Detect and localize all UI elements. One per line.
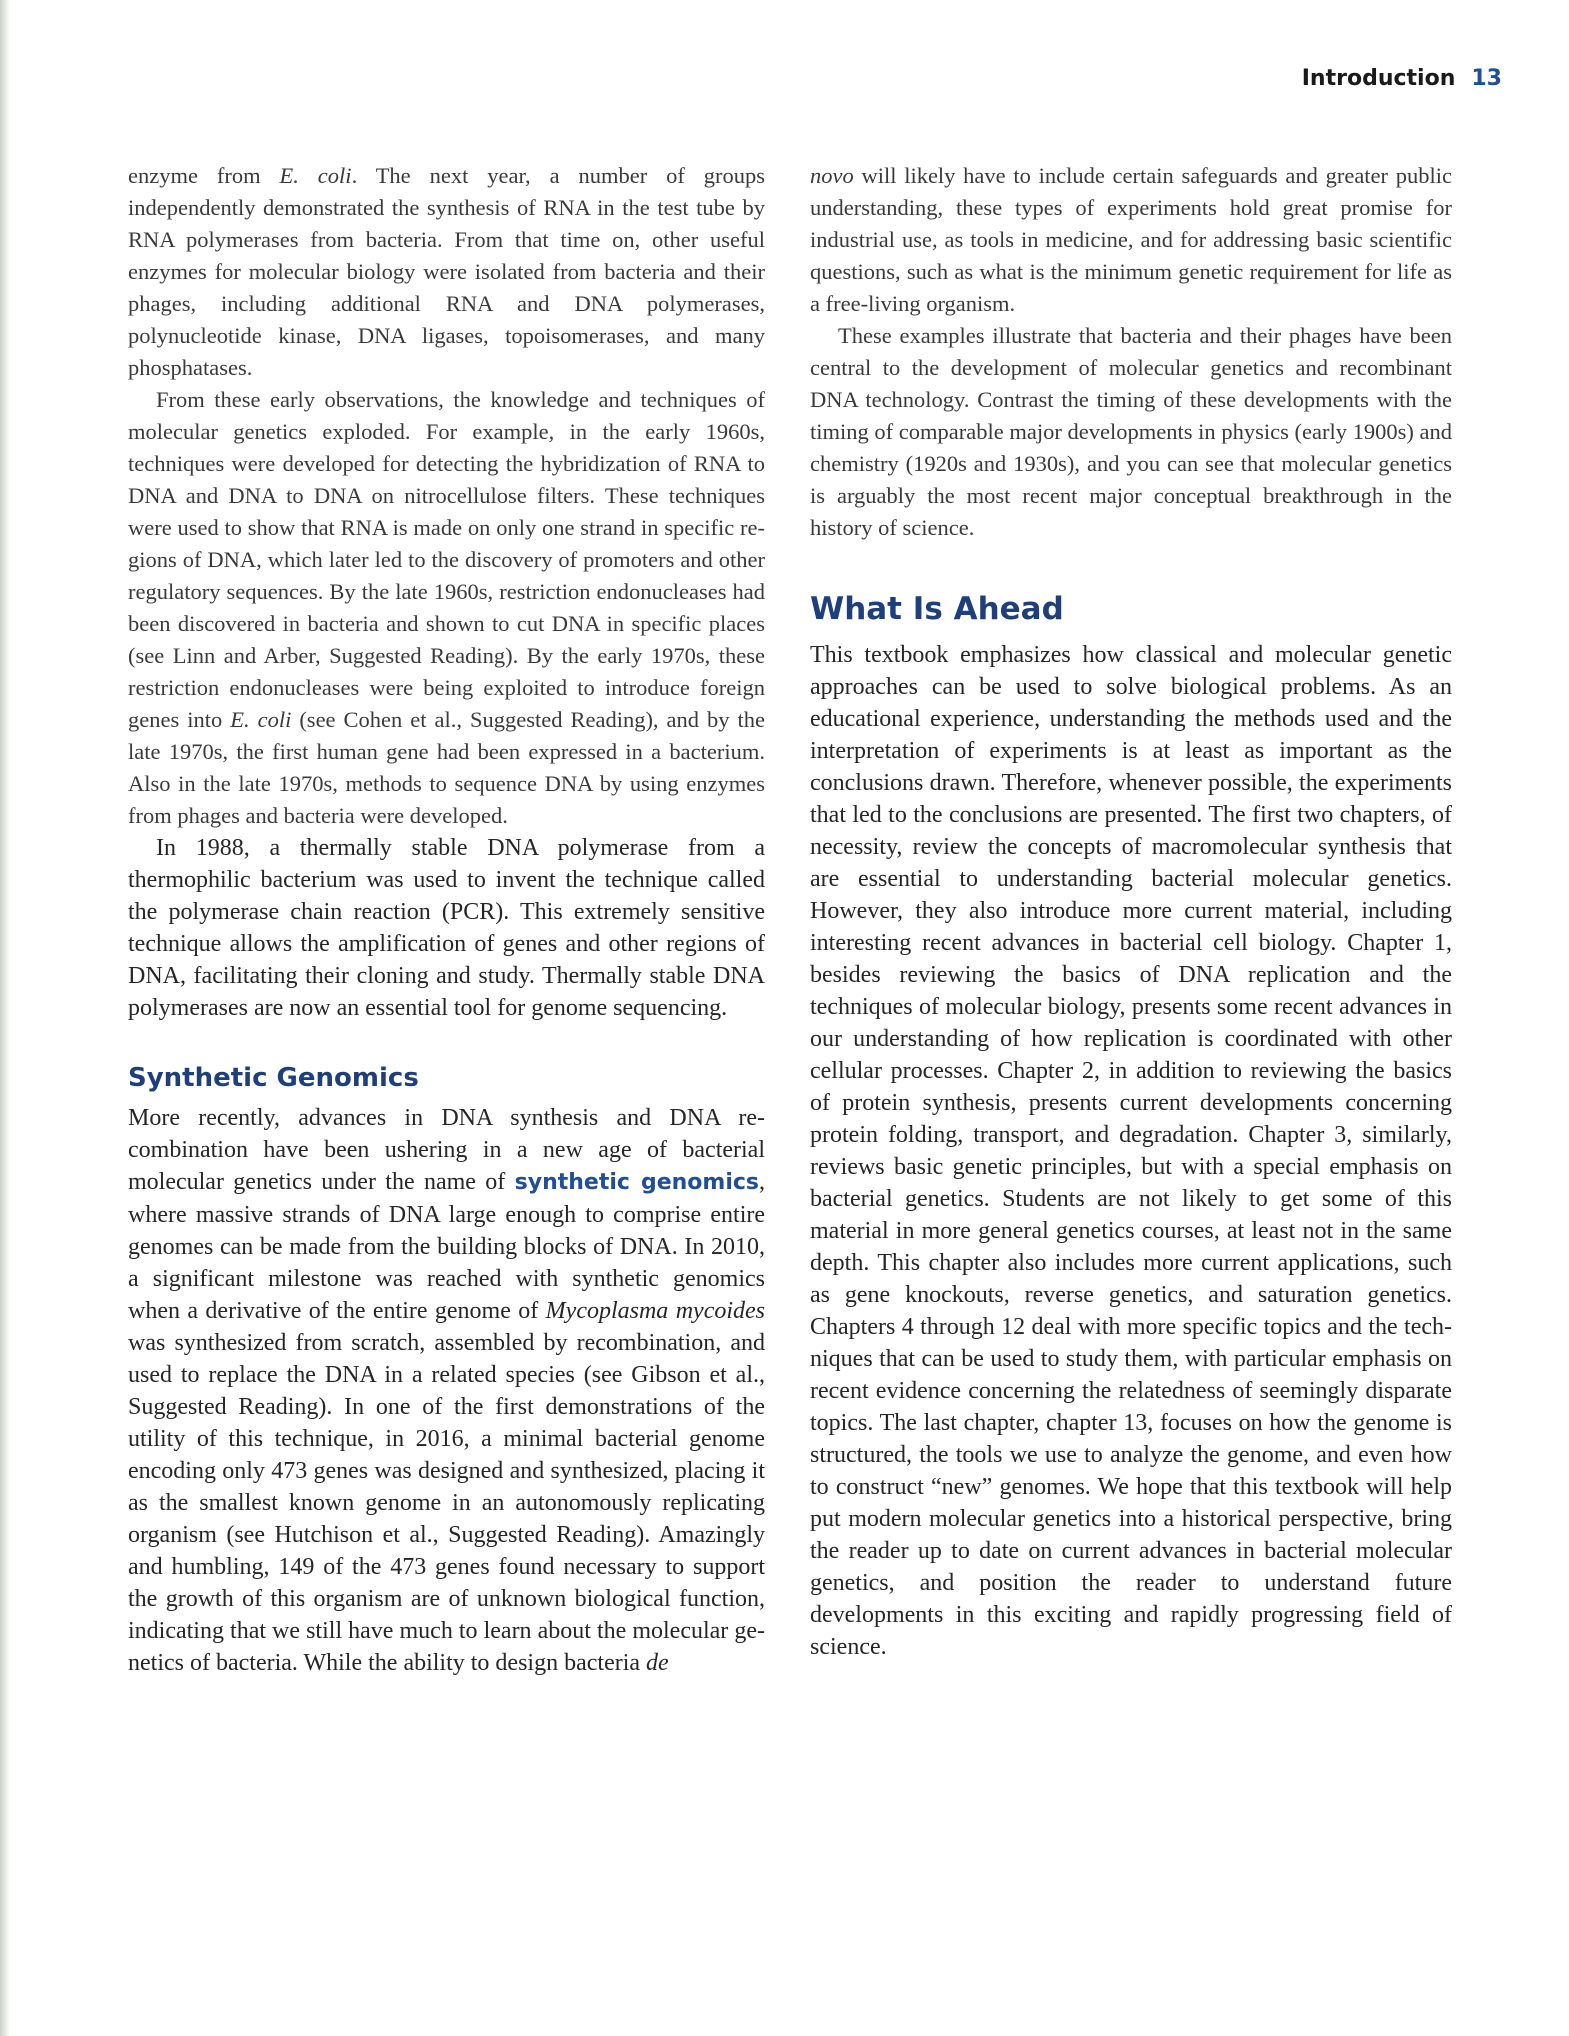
heading-what-is-ahead: What Is Ahead — [810, 591, 1064, 627]
heading-synthetic-genomics: Synthetic Genomics — [128, 1063, 419, 1093]
species-name: Mycoplasma mycoides — [545, 1298, 766, 1324]
text-run: More recently, advances in DNA synthesis and DNA recombination have been ushering in a new age of bacterial molecular genetics under the name of — [128, 1105, 765, 1195]
right-lower-block — [810, 589, 1452, 1663]
text-run: enzyme from — [128, 163, 280, 188]
text-run: (see Cohen et al., Suggested Reading), and by the late 1970s, the first human gene had been expressed in a bacterium. Also in the late 1970s, methods to sequence DNA by using enzymes from phages and bacteria were developed. — [128, 707, 766, 828]
italic-term: de — [646, 1650, 669, 1676]
left-lower-block — [128, 832, 765, 1679]
right-column — [810, 160, 1452, 1663]
text-run: will likely have to include certain safeguards and greater public understanding, these types of experiments hold great promise for industrial use, as tools in medicine, and for addressing basic scientific questions, such as what is the minimum genetic requirement for life as a free-living organism. — [810, 163, 1452, 316]
left-upper-block — [128, 160, 765, 832]
paragraph-techniques — [128, 384, 765, 832]
text-run: From these early observations, the knowledge and techniques of molecular genetics exploded. For example, in the early 1960s, techniques were developed for detecting the hybridization of RNA to DNA and DNA to DNA on nitrocellulose filters. These techniques were used to show that RNA is made on only one strand in specific regions of DNA, which later led to the discovery of promoters and other regulatory sequences. By the late 1960s, restriction endonucleases had been discovered in bacteria and shown to cut DNA in specific places (see Linn and Arber, Suggested Reading). By the early 1970s, these restriction endonucleases were being exploited to introduce foreign genes into — [128, 387, 765, 732]
italic-term: novo — [810, 163, 854, 188]
paragraph-what-is-ahead: This textbook emphasizes how classical and molecular genetic approaches can be used to solve biological problems. As an educational experience, understanding the methods used and the interpretation of experiments is at least as important as the conclusions drawn. Therefore, whenever possible, the experiments that led to the conclusions are presented. The first two chapters, of necessity, review the concepts of macromolecular synthesis that are essential to understanding bacterial molecular genetics. However, they also introduce more current material, including interesting recent advances in bacterial cell biology. Chapter 1, besides reviewing the basics of DNA replication and the techniques of molecular biology, presents some recent advances in our understanding of how replication is coordinated with other cellular processes. Chapter 2, in addition to reviewing the basics of protein synthesis, presents current developments concerning protein folding, transport, and degradation. Chapter 3, similarly, reviews basic genetic principles, but with a special emphasis on bacterial genetics. Students are not likely to get some of this material in more general genetics courses, at least not in the same depth. This chapter also includes more current applications, such as gene knockouts, reverse genetics, and saturation genetics. Chapters 4 through 12 deal with more specific topics and the techniques that can be used to study them, with particular emphasis on recent evidence concerning the relatedness of seemingly disparate topics. The last chapter, chapter 13, focuses on how the genome is structured, the tools we use to analyze the genome, and even how to construct “new” genomes. We hope that this textbook will help put modern molecular genetics into a historical perspective, bring the reader up to date on current advances in bacterial molecular genetics, and position the reader to understand future developments in this exciting and rapidly progressing field of science. — [810, 642, 1452, 1660]
paragraph-enzymes — [128, 160, 765, 384]
paragraph-examples: These examples illustrate that bacteria and their phages have been central to the development of molecular genetics and recombinant DNA technology. Contrast the timing of these developments with the timing of comparable major developments in physics (early 1900s) and chemistry (1920s and 1930s), and you can see that molecular genetics is arguably the most recent major conceptual breakthrough in the history of science. — [810, 323, 1452, 540]
key-term: synthetic genomics — [514, 1170, 759, 1195]
paragraph-pcr: In 1988, a thermally stable DNA polymerase from a thermophilic bacterium was used to invent the technique called the polymerase chain reaction (PCR). This extremely sensitive technique allows the amplification of genes and other regions of DNA, facilitating their cloning and study. Thermally stable DNA polymerases are now an essential tool for genome sequencing. — [128, 835, 765, 1021]
text-run: , where massive strands of DNA large enough to comprise entire genomes can be made from the building blocks of DNA. In 2010, a significant milestone was reached with synthetic genomics when a derivative of the entire genome of — [128, 1169, 765, 1324]
paragraph-de-novo — [810, 160, 1452, 320]
text-run: was synthesized from scratch, assembled by recombination, and used to replace the DNA in a related species (see Gibson et al., Suggested Reading). In one of the first demonstrations of the utility of this technique, in 2016, a minimal bacterial genome encoding only 473 genes was designed and synthesized, placing it as the smallest known genome in an autonomously replicating organism (see Hutchison et al., Suggested Reading). Amazingly and humbling, 149 of the 473 genes found necessary to support the growth of this organism are of unknown biological function, indicating that we still have much to learn about the molecular genetics of bacteria. While the ability to design bacteria — [128, 1330, 765, 1676]
text-run: . The next year, a number of groups independently demonstrated the synthesis of RNA in the test tube by RNA polymerases from bacteria. From that time on, other useful enzymes for molecular biology were isolated from bacteria and their phages, including additional RNA and DNA polymerases, polynucleotide kinase, DNA ligases, topoisomerases, and many phosphatases. — [128, 163, 766, 380]
species-name: E. coli — [279, 163, 352, 188]
page-edge-shadow — [0, 0, 10, 2036]
paragraph-synthetic-genomics — [128, 1102, 765, 1679]
left-column — [128, 160, 765, 1679]
species-name: E. coli — [230, 707, 292, 732]
right-upper-block — [810, 160, 1452, 544]
page-number: 13 — [1471, 66, 1502, 91]
running-head-section: Introduction — [1301, 66, 1456, 91]
running-head — [1302, 66, 1502, 91]
